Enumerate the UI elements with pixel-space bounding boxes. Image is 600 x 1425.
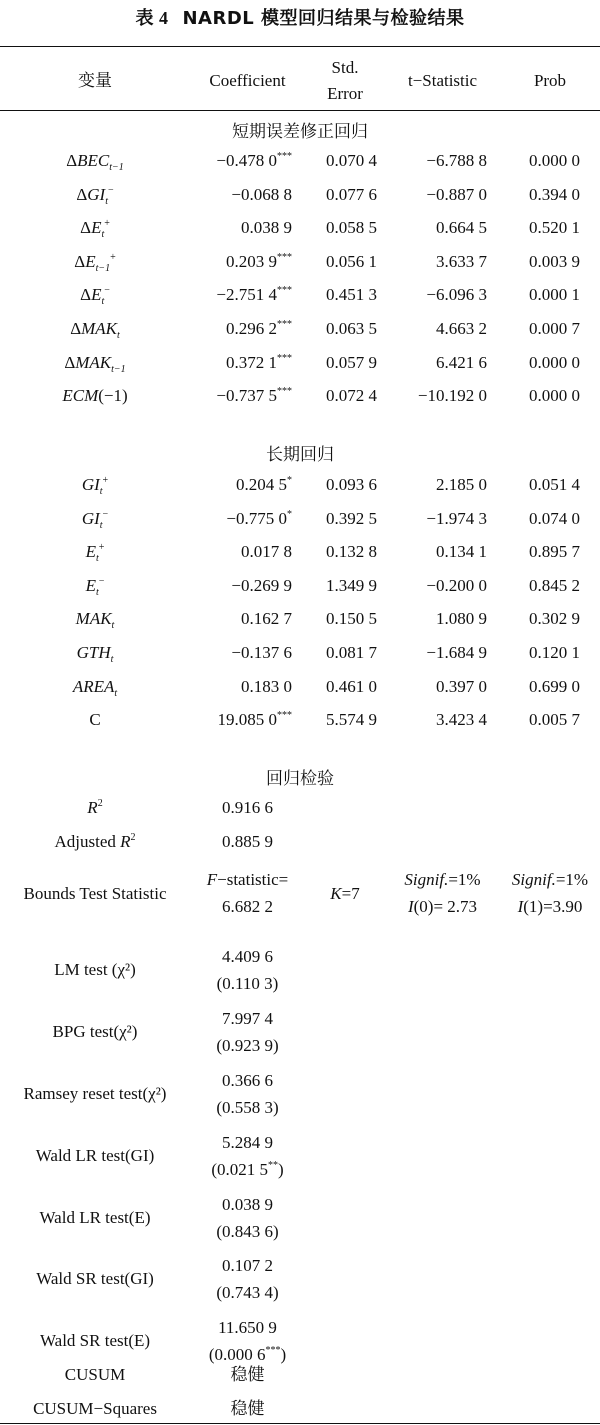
row-t-statistic: 0.397 0 xyxy=(436,676,487,696)
row-coefficient: −0.137 6 xyxy=(231,643,292,662)
test-value: 7.997 4 xyxy=(222,1009,273,1028)
test-label: BPG test(χ²) xyxy=(52,1022,138,1041)
row-prob: 0.895 7 xyxy=(529,542,580,562)
row-variable: $\Delta MAK_{t-1}$ xyxy=(64,352,126,375)
header-variable: 变量 xyxy=(78,71,112,91)
header-std-error-line2: Error xyxy=(327,84,363,103)
row-coefficient: 0.017 8 xyxy=(241,542,292,562)
test-value: 0.107 2 xyxy=(222,1256,273,1275)
test-value: 11.650 9 xyxy=(218,1318,277,1337)
row-prob: 0.003 9 xyxy=(529,251,580,271)
test-label: Wald SR test(GI) xyxy=(36,1269,154,1288)
header-prob: Prob xyxy=(533,71,567,90)
test-p-value: (0.000 6***) xyxy=(208,1345,287,1364)
test-label: Wald LR test(E) xyxy=(39,1208,151,1227)
test-value-r2: 0.916 6 xyxy=(222,798,273,817)
row-std-error: 0.451 3 xyxy=(326,285,377,305)
row-coefficient: −0.737 5*** xyxy=(216,386,292,406)
row-std-error: 0.070 4 xyxy=(326,151,377,170)
row-std-error: 0.056 1 xyxy=(326,251,377,271)
row-t-statistic: 0.134 1 xyxy=(436,542,487,562)
row-std-error: 0.063 5 xyxy=(326,319,377,338)
row-prob: 0.699 0 xyxy=(529,676,580,696)
row-variable: $\Delta E_t^+$ xyxy=(80,218,110,241)
section-long-run: 长期回归 xyxy=(266,445,334,465)
test-value: 5.284 9 xyxy=(222,1133,273,1152)
row-coefficient: 0.372 1*** xyxy=(226,352,292,372)
bounds-signif-a: Signif.=1% xyxy=(404,870,481,889)
row-std-error: 0.058 5 xyxy=(326,218,377,238)
section-tests: 回归检验 xyxy=(266,769,334,789)
header-rule xyxy=(0,110,600,111)
row-variable: $GI_t^-$ xyxy=(81,508,109,531)
row-coefficient: 0.204 5* xyxy=(236,475,292,494)
row-variable: $MAK_t$ xyxy=(75,609,115,632)
header-std-error-line1: Std. xyxy=(331,58,359,77)
row-coefficient: −0.068 8 xyxy=(231,184,292,204)
row-prob: 0.000 0 xyxy=(529,151,580,170)
row-std-error: 0.461 0 xyxy=(326,676,377,696)
test-label-r2: $R^2$ xyxy=(87,798,103,817)
row-t-statistic: 0.664 5 xyxy=(436,218,487,238)
row-prob: 0.520 1 xyxy=(529,218,580,238)
row-t-statistic: −6.788 8 xyxy=(426,151,487,170)
row-coefficient: −0.478 0*** xyxy=(216,151,292,170)
bottom-rule xyxy=(0,1423,600,1424)
test-p-value: (0.743 4) xyxy=(216,1283,279,1302)
row-variable: $AREA_t$ xyxy=(72,676,118,699)
row-prob: 0.000 1 xyxy=(529,285,580,305)
row-t-statistic: 3.633 7 xyxy=(436,251,487,271)
row-std-error: 0.093 6 xyxy=(326,475,377,494)
row-t-statistic: −6.096 3 xyxy=(426,285,487,305)
row-coefficient: 0.183 0 xyxy=(241,676,292,696)
test-label-bounds: Bounds Test Statistic xyxy=(23,884,167,903)
row-coefficient: −0.269 9 xyxy=(231,575,292,595)
row-prob: 0.000 7 xyxy=(529,319,580,338)
test-p-value: (0.843 6) xyxy=(216,1222,279,1241)
row-variable: $\Delta GI_t^-$ xyxy=(76,184,114,207)
row-prob: 0.120 1 xyxy=(529,643,580,662)
header-t-statistic: t−Statistic xyxy=(407,71,478,90)
row-std-error: 0.077 6 xyxy=(326,184,377,204)
row-prob: 0.000 0 xyxy=(529,352,580,372)
row-variable: $\Delta E_{t-1}^+$ xyxy=(74,251,116,274)
test-p-value: (0.110 3) xyxy=(216,974,279,993)
row-variable: ECM(−1) xyxy=(62,386,128,406)
row-t-statistic: 6.421 6 xyxy=(436,352,487,372)
test-p-value: (0.021 5**) xyxy=(211,1160,284,1179)
row-t-statistic: −10.192 0 xyxy=(417,386,487,406)
row-t-statistic: 2.185 0 xyxy=(436,475,487,494)
row-t-statistic: 4.663 2 xyxy=(436,319,487,338)
row-coefficient: 0.162 7 xyxy=(241,609,292,629)
row-variable: $GI_t^+$ xyxy=(81,475,109,497)
row-variable: $GTH_t$ xyxy=(76,643,114,665)
row-variable: C xyxy=(89,710,101,730)
test-value-adj-r2: 0.885 9 xyxy=(222,832,273,851)
row-variable: $E_t^+$ xyxy=(85,542,105,565)
test-value-cusum: 稳健 xyxy=(230,1365,265,1385)
test-value: 4.409 6 xyxy=(222,947,273,966)
row-coefficient: 0.296 2*** xyxy=(226,319,292,338)
row-prob: 0.051 4 xyxy=(529,475,580,494)
row-coefficient: 0.203 9*** xyxy=(226,251,292,271)
bounds-fstat-label: F−statistic= xyxy=(206,870,289,889)
row-std-error: 0.072 4 xyxy=(326,386,377,406)
row-std-error: 0.132 8 xyxy=(326,542,377,562)
row-t-statistic: 1.080 9 xyxy=(436,609,487,629)
row-variable: $E_t^-$ xyxy=(85,575,105,598)
row-prob: 0.000 0 xyxy=(529,386,580,406)
row-prob: 0.074 0 xyxy=(529,508,580,528)
row-std-error: 0.392 5 xyxy=(326,508,377,528)
row-variable: $\Delta E_t^-$ xyxy=(80,285,110,308)
test-label-adj-r2: Adjusted $R^2$ xyxy=(54,832,136,851)
test-label-cusum-squares: CUSUM−Squares xyxy=(33,1399,157,1418)
row-prob: 0.845 2 xyxy=(529,575,580,595)
row-t-statistic: −1.684 9 xyxy=(426,643,487,662)
row-variable: $\Delta MAK_t$ xyxy=(70,319,120,341)
test-value: 0.366 6 xyxy=(222,1071,273,1090)
test-p-value: (0.558 3) xyxy=(216,1098,279,1117)
row-t-statistic: −0.200 0 xyxy=(426,575,487,595)
table-caption: NARDL 模型回归结果与检验结果 xyxy=(182,8,465,29)
row-variable: $\Delta BEC_{t-1}$ xyxy=(66,151,124,173)
row-coefficient: 0.038 9 xyxy=(241,218,292,238)
test-label: Ramsey reset test(χ²) xyxy=(23,1084,167,1103)
bounds-i0: I(0)= 2.73 xyxy=(407,897,478,916)
test-value-cusum-squares: 稳健 xyxy=(230,1399,265,1419)
test-p-value: (0.923 9) xyxy=(216,1036,279,1055)
top-rule xyxy=(0,46,600,47)
bounds-signif-b: Signif.=1% xyxy=(511,870,589,889)
row-t-statistic: −1.974 3 xyxy=(426,508,487,528)
bounds-k: K=7 xyxy=(330,884,360,903)
bounds-i1: I(1)=3.90 xyxy=(517,897,583,916)
header-coefficient: Coefficient xyxy=(209,71,286,90)
row-coefficient: −0.775 0* xyxy=(226,508,292,528)
test-label-cusum: CUSUM xyxy=(64,1365,126,1384)
table-title xyxy=(0,4,600,30)
section-short-run: 短期误差修正回归 xyxy=(232,122,368,142)
row-prob: 0.302 9 xyxy=(529,609,580,629)
row-coefficient: 19.085 0*** xyxy=(217,710,292,730)
row-t-statistic: −0.887 0 xyxy=(426,184,487,204)
row-t-statistic: 3.423 4 xyxy=(436,710,487,730)
row-std-error: 0.150 5 xyxy=(326,609,377,629)
row-std-error: 0.057 9 xyxy=(326,352,377,372)
row-prob: 0.394 0 xyxy=(529,184,580,204)
row-prob: 0.005 7 xyxy=(529,710,580,730)
row-std-error: 1.349 9 xyxy=(326,575,377,595)
table-number: 表 4 xyxy=(135,8,169,28)
test-label: Wald LR test(GI) xyxy=(35,1146,155,1165)
row-std-error: 0.081 7 xyxy=(326,643,377,662)
row-std-error: 5.574 9 xyxy=(326,710,377,730)
test-label: LM test (χ²) xyxy=(54,960,136,979)
bounds-fstat-value: 6.682 2 xyxy=(222,897,273,916)
test-label: Wald SR test(E) xyxy=(39,1331,151,1350)
test-value: 0.038 9 xyxy=(222,1195,273,1214)
row-coefficient: −2.751 4*** xyxy=(216,285,292,305)
